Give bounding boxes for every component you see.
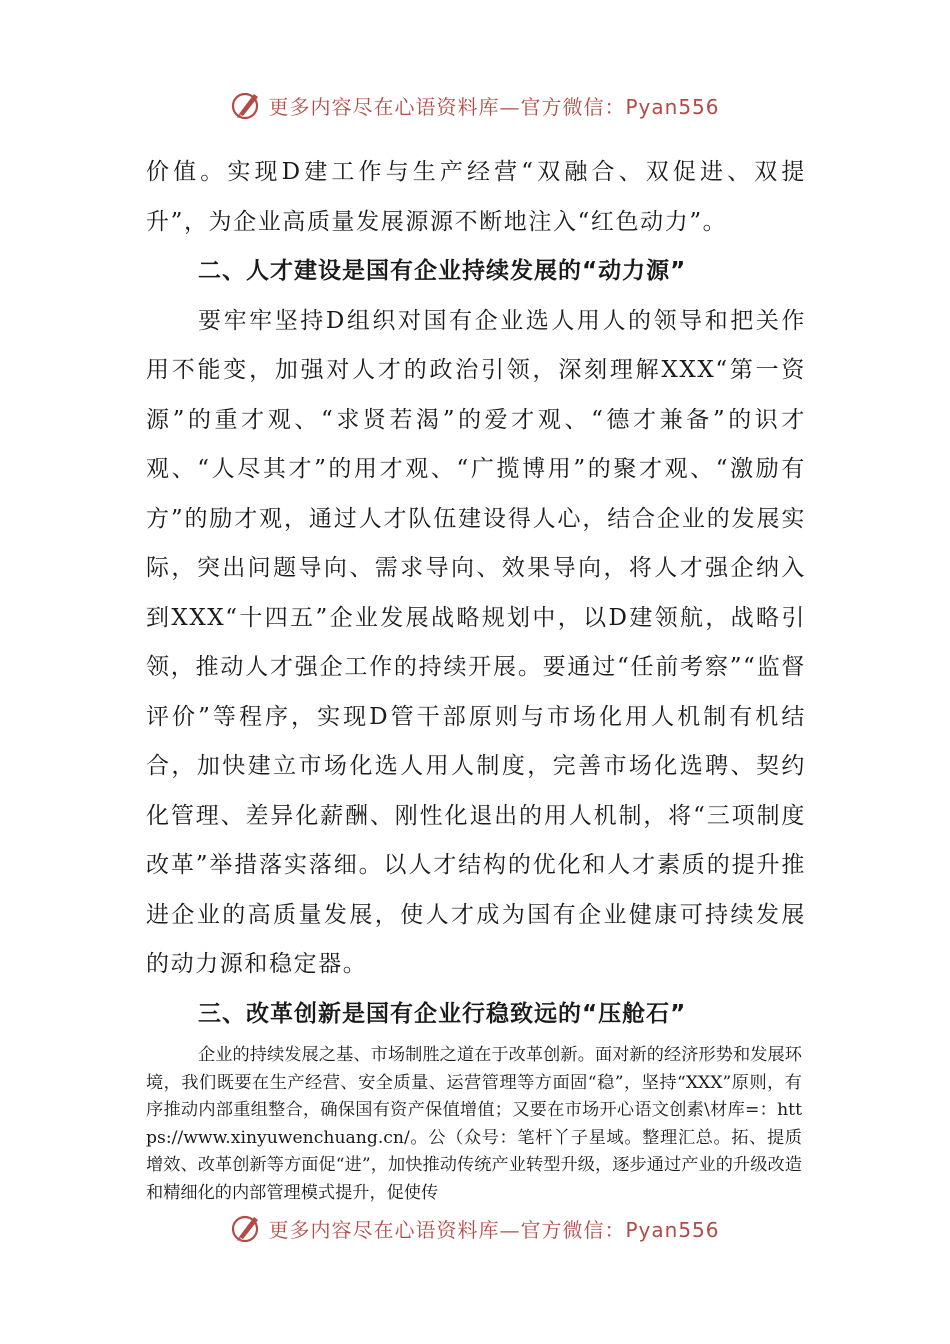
banner-text: 更多内容尽在心语资料库—官方微信：Pyan556: [268, 1217, 720, 1242]
section-heading-3: 三、改革创新是国有企业行稳致远的“压舱石”: [198, 1000, 687, 1027]
paragraph-talent: 要牢牢坚持D组织对国有企业选人用人的领导和把关作用不能变，加强对人才的政治引领，深刻理解XXX“第一资源”的重才观、“求贤若渴”的爱才观、“德才兼备”的识才观、“人尽其才”的用才观、“广揽博用”的聚才观、“激励有方”的励才观，通过人才队伍建设得人心，结合企业的发展实际，突出问题导向、需求导向、效果导向，将人才强企纳入到XXX“十四五”企业发展战略规划中，以D建领航，战略引领，推动人才强企工作的持续开展。要通过“任前考察”“监督评价”等程序，实现D管干部原则与市场化用人机制有机结合，加快建立市场化选人用人制度，完善市场化选聘、契约化管理、差异化薪酬、刚性化退出的用人机制，将“三项制度改革”举措落实落细。以人才结构的优化和人才素质的提升推进企业的高质量发展，使人才成为国有企业健康可持续发展的动力源和稳定器。: [146, 307, 806, 977]
pen-nib-circle-icon: [230, 88, 264, 122]
footer-banner: [0, 1203, 950, 1253]
banner-text: 更多内容尽在心语资料库—官方微信：Pyan556: [268, 94, 720, 119]
pen-nib-circle-icon: [230, 1211, 264, 1245]
document-body: [146, 148, 806, 1039]
header-banner: [0, 80, 950, 130]
section-heading-2: 二、人才建设是国有企业持续发展的“动力源”: [198, 258, 687, 284]
paragraph-reform: 企业的持续发展之基、市场制胜之道在于改革创新。面对新的经济形势和发展环境，我们既要在生产经营、安全质量、运营管理等方面固“稳”，坚持“XXX”原则，有序推动内部重组整合，确保国有资产保值增值；又要在市场开心语文创素\材库=：https://www.xinyuwenchuang.cn/。公（众号：笔杆丫子星域。整理汇总。拓、提质增效、改革创新等方面促“进”，加快推动传统产业转型升级，逐步通过产业的升级改造和精细化的内部管理模式提升，促使传: [146, 1045, 802, 1203]
banner-wechat-id: Pyan556: [625, 1217, 720, 1242]
banner-wechat-id: Pyan556: [625, 94, 720, 119]
paragraph-continuation: 价值。实现D建工作与生产经营“双融合、双促进、双提升”，为企业高质量发展源源不断地注入“红色动力”。: [146, 159, 806, 235]
